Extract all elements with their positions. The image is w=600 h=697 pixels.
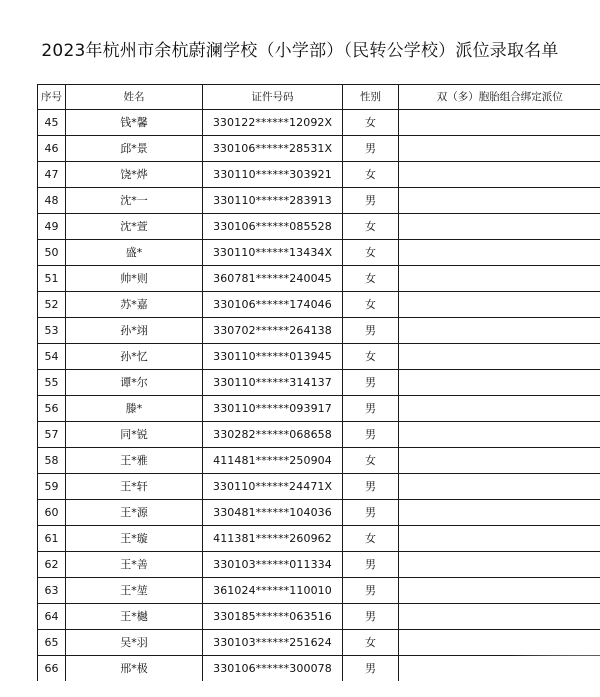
- cell-id-number: 330106******300078: [203, 656, 343, 682]
- cell-serial-number: 62: [38, 552, 66, 578]
- cell-serial-number: 53: [38, 318, 66, 344]
- cell-name: 帅*则: [66, 266, 203, 292]
- cell-serial-number: 57: [38, 422, 66, 448]
- table-row: [38, 396, 600, 422]
- cell-name: 谭*尔: [66, 370, 203, 396]
- cell-gender: 女: [343, 240, 399, 266]
- cell-id-number: 330185******063516: [203, 604, 343, 630]
- cell-id-number: 330481******104036: [203, 500, 343, 526]
- cell-serial-number: 65: [38, 630, 66, 656]
- table-row: [38, 656, 600, 682]
- cell-gender: 男: [343, 656, 399, 682]
- cell-twin-binding: [399, 162, 600, 188]
- cell-name: 孙*翊: [66, 318, 203, 344]
- header-id-number: 证件号码: [203, 85, 343, 110]
- table-row: [38, 214, 600, 240]
- cell-id-number: 330110******013945: [203, 344, 343, 370]
- cell-serial-number: 48: [38, 188, 66, 214]
- cell-gender: 女: [343, 214, 399, 240]
- table-row: [38, 136, 600, 162]
- cell-gender: 男: [343, 318, 399, 344]
- cell-id-number: 411381******260962: [203, 526, 343, 552]
- cell-id-number: 330702******264138: [203, 318, 343, 344]
- cell-twin-binding: [399, 266, 600, 292]
- cell-name: 苏*嘉: [66, 292, 203, 318]
- cell-gender: 女: [343, 162, 399, 188]
- cell-id-number: 330106******28531X: [203, 136, 343, 162]
- cell-twin-binding: [399, 214, 600, 240]
- cell-serial-number: 55: [38, 370, 66, 396]
- table-row: [38, 266, 600, 292]
- cell-id-number: 330110******283913: [203, 188, 343, 214]
- table-row: [38, 318, 600, 344]
- cell-serial-number: 64: [38, 604, 66, 630]
- cell-serial-number: 58: [38, 448, 66, 474]
- cell-name: 孙*忆: [66, 344, 203, 370]
- table-row: [38, 110, 600, 136]
- cell-gender: 男: [343, 474, 399, 500]
- table-row: [38, 630, 600, 656]
- cell-twin-binding: [399, 318, 600, 344]
- table-row: [38, 162, 600, 188]
- cell-serial-number: 51: [38, 266, 66, 292]
- cell-id-number: 330110******093917: [203, 396, 343, 422]
- table-row: [38, 422, 600, 448]
- cell-gender: 女: [343, 630, 399, 656]
- cell-gender: 男: [343, 552, 399, 578]
- cell-id-number: 330110******24471X: [203, 474, 343, 500]
- header-gender: 性别: [343, 85, 399, 110]
- cell-id-number: 330103******251624: [203, 630, 343, 656]
- cell-id-number: 330122******12092X: [203, 110, 343, 136]
- cell-name: 吴*羽: [66, 630, 203, 656]
- cell-gender: 男: [343, 188, 399, 214]
- cell-name: 滕*: [66, 396, 203, 422]
- cell-serial-number: 63: [38, 578, 66, 604]
- table-body: [38, 110, 600, 682]
- table-row: [38, 448, 600, 474]
- cell-twin-binding: [399, 422, 600, 448]
- cell-gender: 男: [343, 136, 399, 162]
- table-row: [38, 370, 600, 396]
- table-row: [38, 500, 600, 526]
- cell-gender: 女: [343, 292, 399, 318]
- cell-serial-number: 54: [38, 344, 66, 370]
- cell-name: 饶*烨: [66, 162, 203, 188]
- cell-twin-binding: [399, 110, 600, 136]
- cell-twin-binding: [399, 656, 600, 682]
- cell-twin-binding: [399, 578, 600, 604]
- cell-gender: 女: [343, 266, 399, 292]
- cell-id-number: 330103******011334: [203, 552, 343, 578]
- cell-name: 邱*景: [66, 136, 203, 162]
- cell-gender: 男: [343, 370, 399, 396]
- cell-twin-binding: [399, 552, 600, 578]
- cell-id-number: 330282******068658: [203, 422, 343, 448]
- cell-twin-binding: [399, 344, 600, 370]
- cell-gender: 男: [343, 500, 399, 526]
- cell-twin-binding: [399, 396, 600, 422]
- cell-name: 邢*极: [66, 656, 203, 682]
- cell-id-number: 360781******240045: [203, 266, 343, 292]
- cell-serial-number: 49: [38, 214, 66, 240]
- cell-twin-binding: [399, 136, 600, 162]
- cell-gender: 女: [343, 110, 399, 136]
- cell-twin-binding: [399, 370, 600, 396]
- cell-twin-binding: [399, 526, 600, 552]
- cell-id-number: 330110******303921: [203, 162, 343, 188]
- cell-gender: 男: [343, 422, 399, 448]
- table-row: [38, 604, 600, 630]
- cell-serial-number: 61: [38, 526, 66, 552]
- cell-name: 钱*馨: [66, 110, 203, 136]
- cell-name: 王*堃: [66, 578, 203, 604]
- page-title: 2023年杭州市余杭蔚澜学校（小学部）（民转公学校）派位录取名单: [41, 41, 559, 61]
- cell-id-number: 330110******314137: [203, 370, 343, 396]
- cell-name: 王*樾: [66, 604, 203, 630]
- cell-id-number: 330106******085528: [203, 214, 343, 240]
- cell-id-number: 330106******174046: [203, 292, 343, 318]
- table-row: [38, 474, 600, 500]
- cell-serial-number: 47: [38, 162, 66, 188]
- admission-table: [37, 84, 600, 681]
- table-row: [38, 578, 600, 604]
- cell-twin-binding: [399, 188, 600, 214]
- cell-twin-binding: [399, 448, 600, 474]
- cell-gender: 男: [343, 396, 399, 422]
- cell-serial-number: 56: [38, 396, 66, 422]
- cell-name: 王*善: [66, 552, 203, 578]
- cell-name: 沈*一: [66, 188, 203, 214]
- cell-serial-number: 66: [38, 656, 66, 682]
- cell-twin-binding: [399, 474, 600, 500]
- cell-serial-number: 46: [38, 136, 66, 162]
- cell-name: 王*轩: [66, 474, 203, 500]
- table-row: [38, 344, 600, 370]
- cell-name: 王*源: [66, 500, 203, 526]
- table-row: [38, 552, 600, 578]
- cell-name: 王*雅: [66, 448, 203, 474]
- table-header-row: [38, 85, 600, 110]
- cell-gender: 女: [343, 526, 399, 552]
- cell-id-number: 361024******110010: [203, 578, 343, 604]
- table-row: [38, 292, 600, 318]
- cell-twin-binding: [399, 604, 600, 630]
- cell-id-number: 411481******250904: [203, 448, 343, 474]
- cell-name: 同*锐: [66, 422, 203, 448]
- cell-serial-number: 50: [38, 240, 66, 266]
- cell-gender: 女: [343, 448, 399, 474]
- cell-twin-binding: [399, 240, 600, 266]
- table-row: [38, 240, 600, 266]
- cell-twin-binding: [399, 500, 600, 526]
- cell-name: 王*璇: [66, 526, 203, 552]
- header-serial-number: 序号: [38, 85, 66, 110]
- cell-twin-binding: [399, 630, 600, 656]
- cell-gender: 男: [343, 578, 399, 604]
- table-row: [38, 188, 600, 214]
- cell-gender: 女: [343, 344, 399, 370]
- cell-serial-number: 45: [38, 110, 66, 136]
- cell-name: 盛*: [66, 240, 203, 266]
- cell-serial-number: 59: [38, 474, 66, 500]
- header-name: 姓名: [66, 85, 203, 110]
- cell-id-number: 330110******13434X: [203, 240, 343, 266]
- cell-serial-number: 60: [38, 500, 66, 526]
- cell-twin-binding: [399, 292, 600, 318]
- header-twin-binding: 双（多）胞胎组合绑定派位: [399, 85, 600, 110]
- cell-name: 沈*萱: [66, 214, 203, 240]
- table-row: [38, 526, 600, 552]
- cell-serial-number: 52: [38, 292, 66, 318]
- cell-gender: 男: [343, 604, 399, 630]
